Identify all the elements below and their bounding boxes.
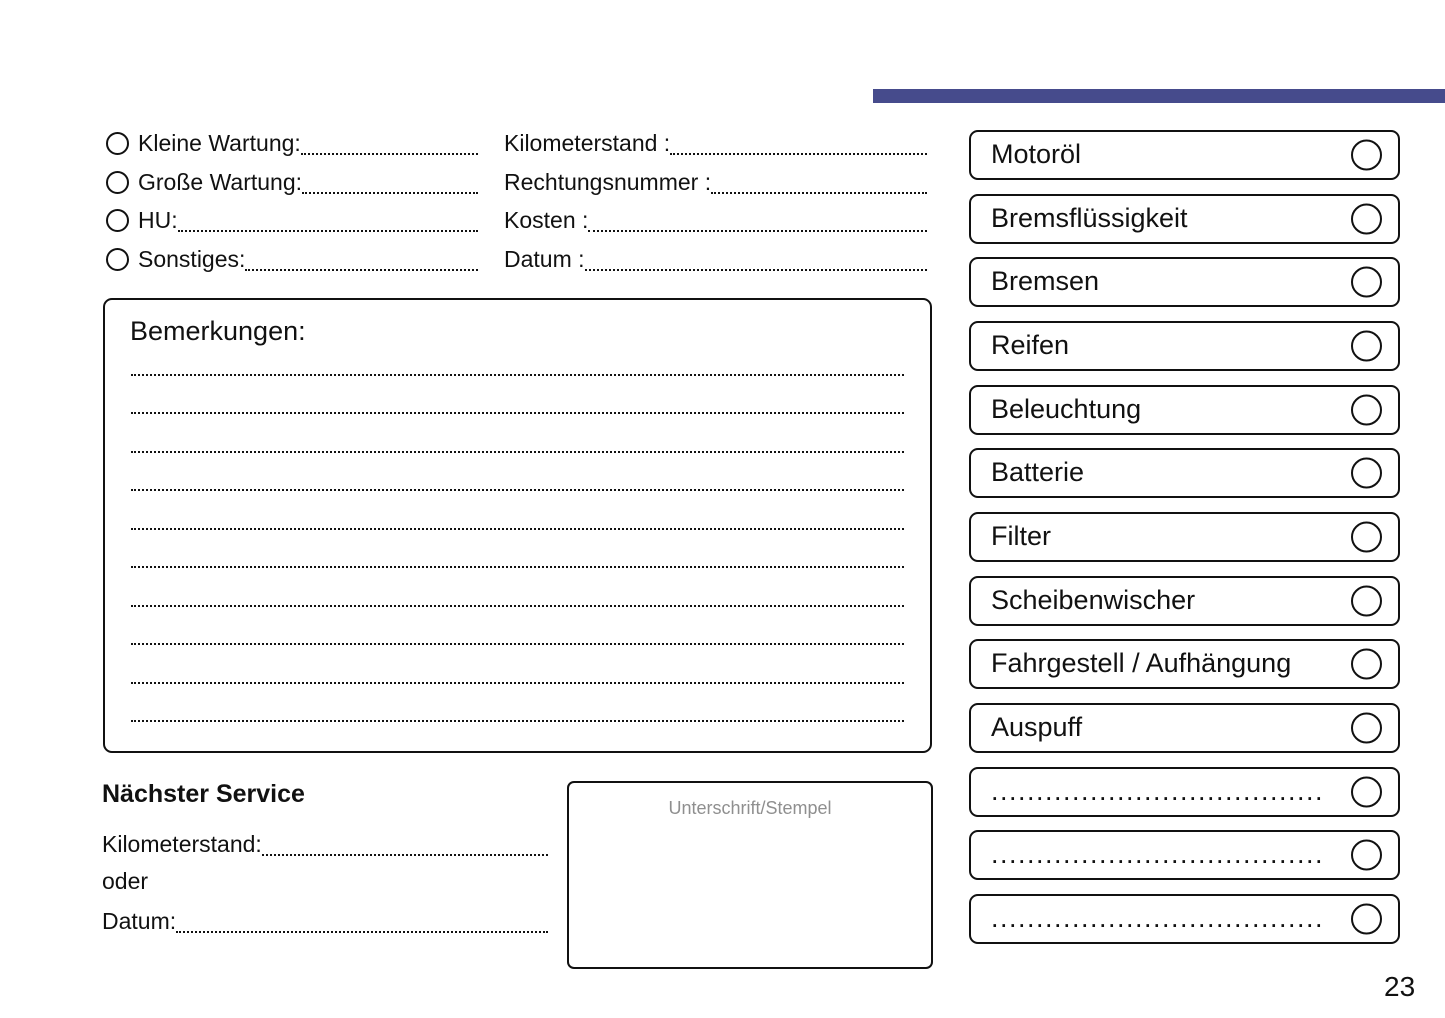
fahrgestell-aufhaengung-label: Fahrgestell / Aufhängung [991, 648, 1292, 678]
detail-row-rechtungsnummer [504, 166, 927, 199]
scheibenwischer-label: Scheibenwischer [991, 585, 1196, 615]
filter-label: Filter [991, 521, 1051, 551]
remarks-write-in-line[interactable] [131, 451, 904, 453]
datum-write-in-field[interactable] [585, 269, 927, 271]
scheibenwischer-check-circle[interactable] [1351, 586, 1382, 617]
remarks-title: Bemerkungen: [130, 316, 306, 346]
bremsfluessigkeit-label: Bremsflüssigkeit [991, 203, 1188, 233]
hu-radio[interactable] [106, 209, 129, 232]
remarks-write-in-line[interactable] [131, 489, 904, 491]
beleuchtung-label: Beleuchtung [991, 394, 1142, 424]
grosse-wartung-label: Große Wartung: [138, 169, 303, 195]
detail-row-kosten [504, 204, 927, 237]
kilometerstand-label: Kilometerstand : [504, 130, 671, 156]
grosse-wartung-write-in-field[interactable] [302, 192, 478, 194]
checklist-item-bremsfluessigkeit [969, 194, 1400, 244]
custom-item-3-write-in-field[interactable]: ..................................... [991, 903, 1325, 933]
remarks-write-in-line[interactable] [131, 643, 904, 645]
auspuff-check-circle[interactable] [1351, 713, 1382, 744]
remarks-write-in-line[interactable] [131, 374, 904, 376]
checklist-item-custom-3 [969, 894, 1400, 944]
sonstiges-write-in-field[interactable] [245, 269, 478, 271]
bremsen-check-circle[interactable] [1351, 267, 1382, 298]
detail-row-datum [504, 243, 927, 276]
next-service-title: Nächster Service [102, 780, 305, 808]
filter-check-circle[interactable] [1351, 522, 1382, 553]
motoroel-label: Motoröl [991, 139, 1082, 169]
kleine-wartung-label: Kleine Wartung: [138, 130, 301, 156]
fahrgestell-aufhaengung-check-circle[interactable] [1351, 649, 1382, 680]
hu-write-in-field[interactable] [178, 230, 478, 232]
checklist-item-beleuchtung [969, 385, 1400, 435]
remarks-write-in-line[interactable] [131, 682, 904, 684]
reifen-check-circle[interactable] [1351, 331, 1382, 362]
signature-stamp-box[interactable] [567, 781, 933, 969]
custom-item-3-check-circle[interactable] [1351, 904, 1382, 935]
remarks-write-in-line[interactable] [131, 566, 904, 568]
custom-item-1-check-circle[interactable] [1351, 777, 1382, 808]
detail-row-kilometerstand [504, 127, 927, 160]
kleine-wartung-radio[interactable] [106, 132, 129, 155]
service-type-row-kleine-wartung [106, 127, 478, 160]
service-type-row-sonstiges [106, 243, 478, 276]
remarks-write-in-line[interactable] [131, 605, 904, 607]
sonstiges-radio[interactable] [106, 248, 129, 271]
checklist-item-custom-2 [969, 830, 1400, 880]
oder-label: oder [102, 868, 149, 894]
kosten-label: Kosten : [504, 207, 589, 233]
remarks-write-in-line[interactable] [131, 720, 904, 722]
custom-item-2-write-in-field[interactable]: ..................................... [991, 839, 1325, 869]
rechtungsnummer-write-in-field[interactable] [711, 192, 927, 194]
next-service-datum-label: Datum: [102, 908, 177, 934]
reifen-label: Reifen [991, 330, 1070, 360]
kosten-write-in-field[interactable] [588, 230, 927, 232]
next-service-datum-write-in-field[interactable] [176, 931, 548, 933]
next-service-kilometerstand-label: Kilometerstand: [102, 831, 262, 857]
checklist-item-batterie [969, 448, 1400, 498]
kleine-wartung-write-in-field[interactable] [301, 153, 478, 155]
checklist-item-auspuff [969, 703, 1400, 753]
remarks-box [103, 298, 932, 753]
auspuff-label: Auspuff [991, 712, 1083, 742]
checklist-item-custom-1 [969, 767, 1400, 817]
checklist-item-fahrgestell-aufhaengung [969, 639, 1400, 689]
next-service-kilometerstand-write-in-field[interactable] [262, 854, 548, 856]
bremsen-label: Bremsen [991, 266, 1100, 296]
beleuchtung-check-circle[interactable] [1351, 395, 1382, 426]
next-service-row-datum [102, 905, 548, 938]
service-type-row-grosse-wartung [106, 166, 478, 199]
checklist-item-filter [969, 512, 1400, 562]
batterie-label: Batterie [991, 457, 1085, 487]
custom-item-2-check-circle[interactable] [1351, 840, 1382, 871]
remarks-write-in-line[interactable] [131, 412, 904, 414]
signature-stamp-placeholder: Unterschrift/Stempel [668, 798, 832, 818]
header-accent-bar [873, 89, 1445, 103]
page-number: 23 [1384, 971, 1416, 1002]
checklist-item-motoroel [969, 130, 1400, 180]
remarks-write-in-line[interactable] [131, 528, 904, 530]
sonstiges-label: Sonstiges: [138, 246, 246, 272]
service-type-row-hu [106, 204, 478, 237]
hu-label: HU: [138, 207, 178, 233]
rechtungsnummer-label: Rechtungsnummer : [504, 169, 712, 195]
kilometerstand-write-in-field[interactable] [670, 153, 927, 155]
motoroel-check-circle[interactable] [1351, 140, 1382, 171]
next-service-row-kilometerstand [102, 828, 548, 861]
datum-label: Datum : [504, 246, 585, 272]
grosse-wartung-radio[interactable] [106, 171, 129, 194]
custom-item-1-write-in-field[interactable]: ..................................... [991, 776, 1325, 806]
checklist-item-scheibenwischer [969, 576, 1400, 626]
batterie-check-circle[interactable] [1351, 458, 1382, 489]
bremsfluessigkeit-check-circle[interactable] [1351, 204, 1382, 235]
checklist-item-reifen [969, 321, 1400, 371]
checklist-item-bremsen [969, 257, 1400, 307]
